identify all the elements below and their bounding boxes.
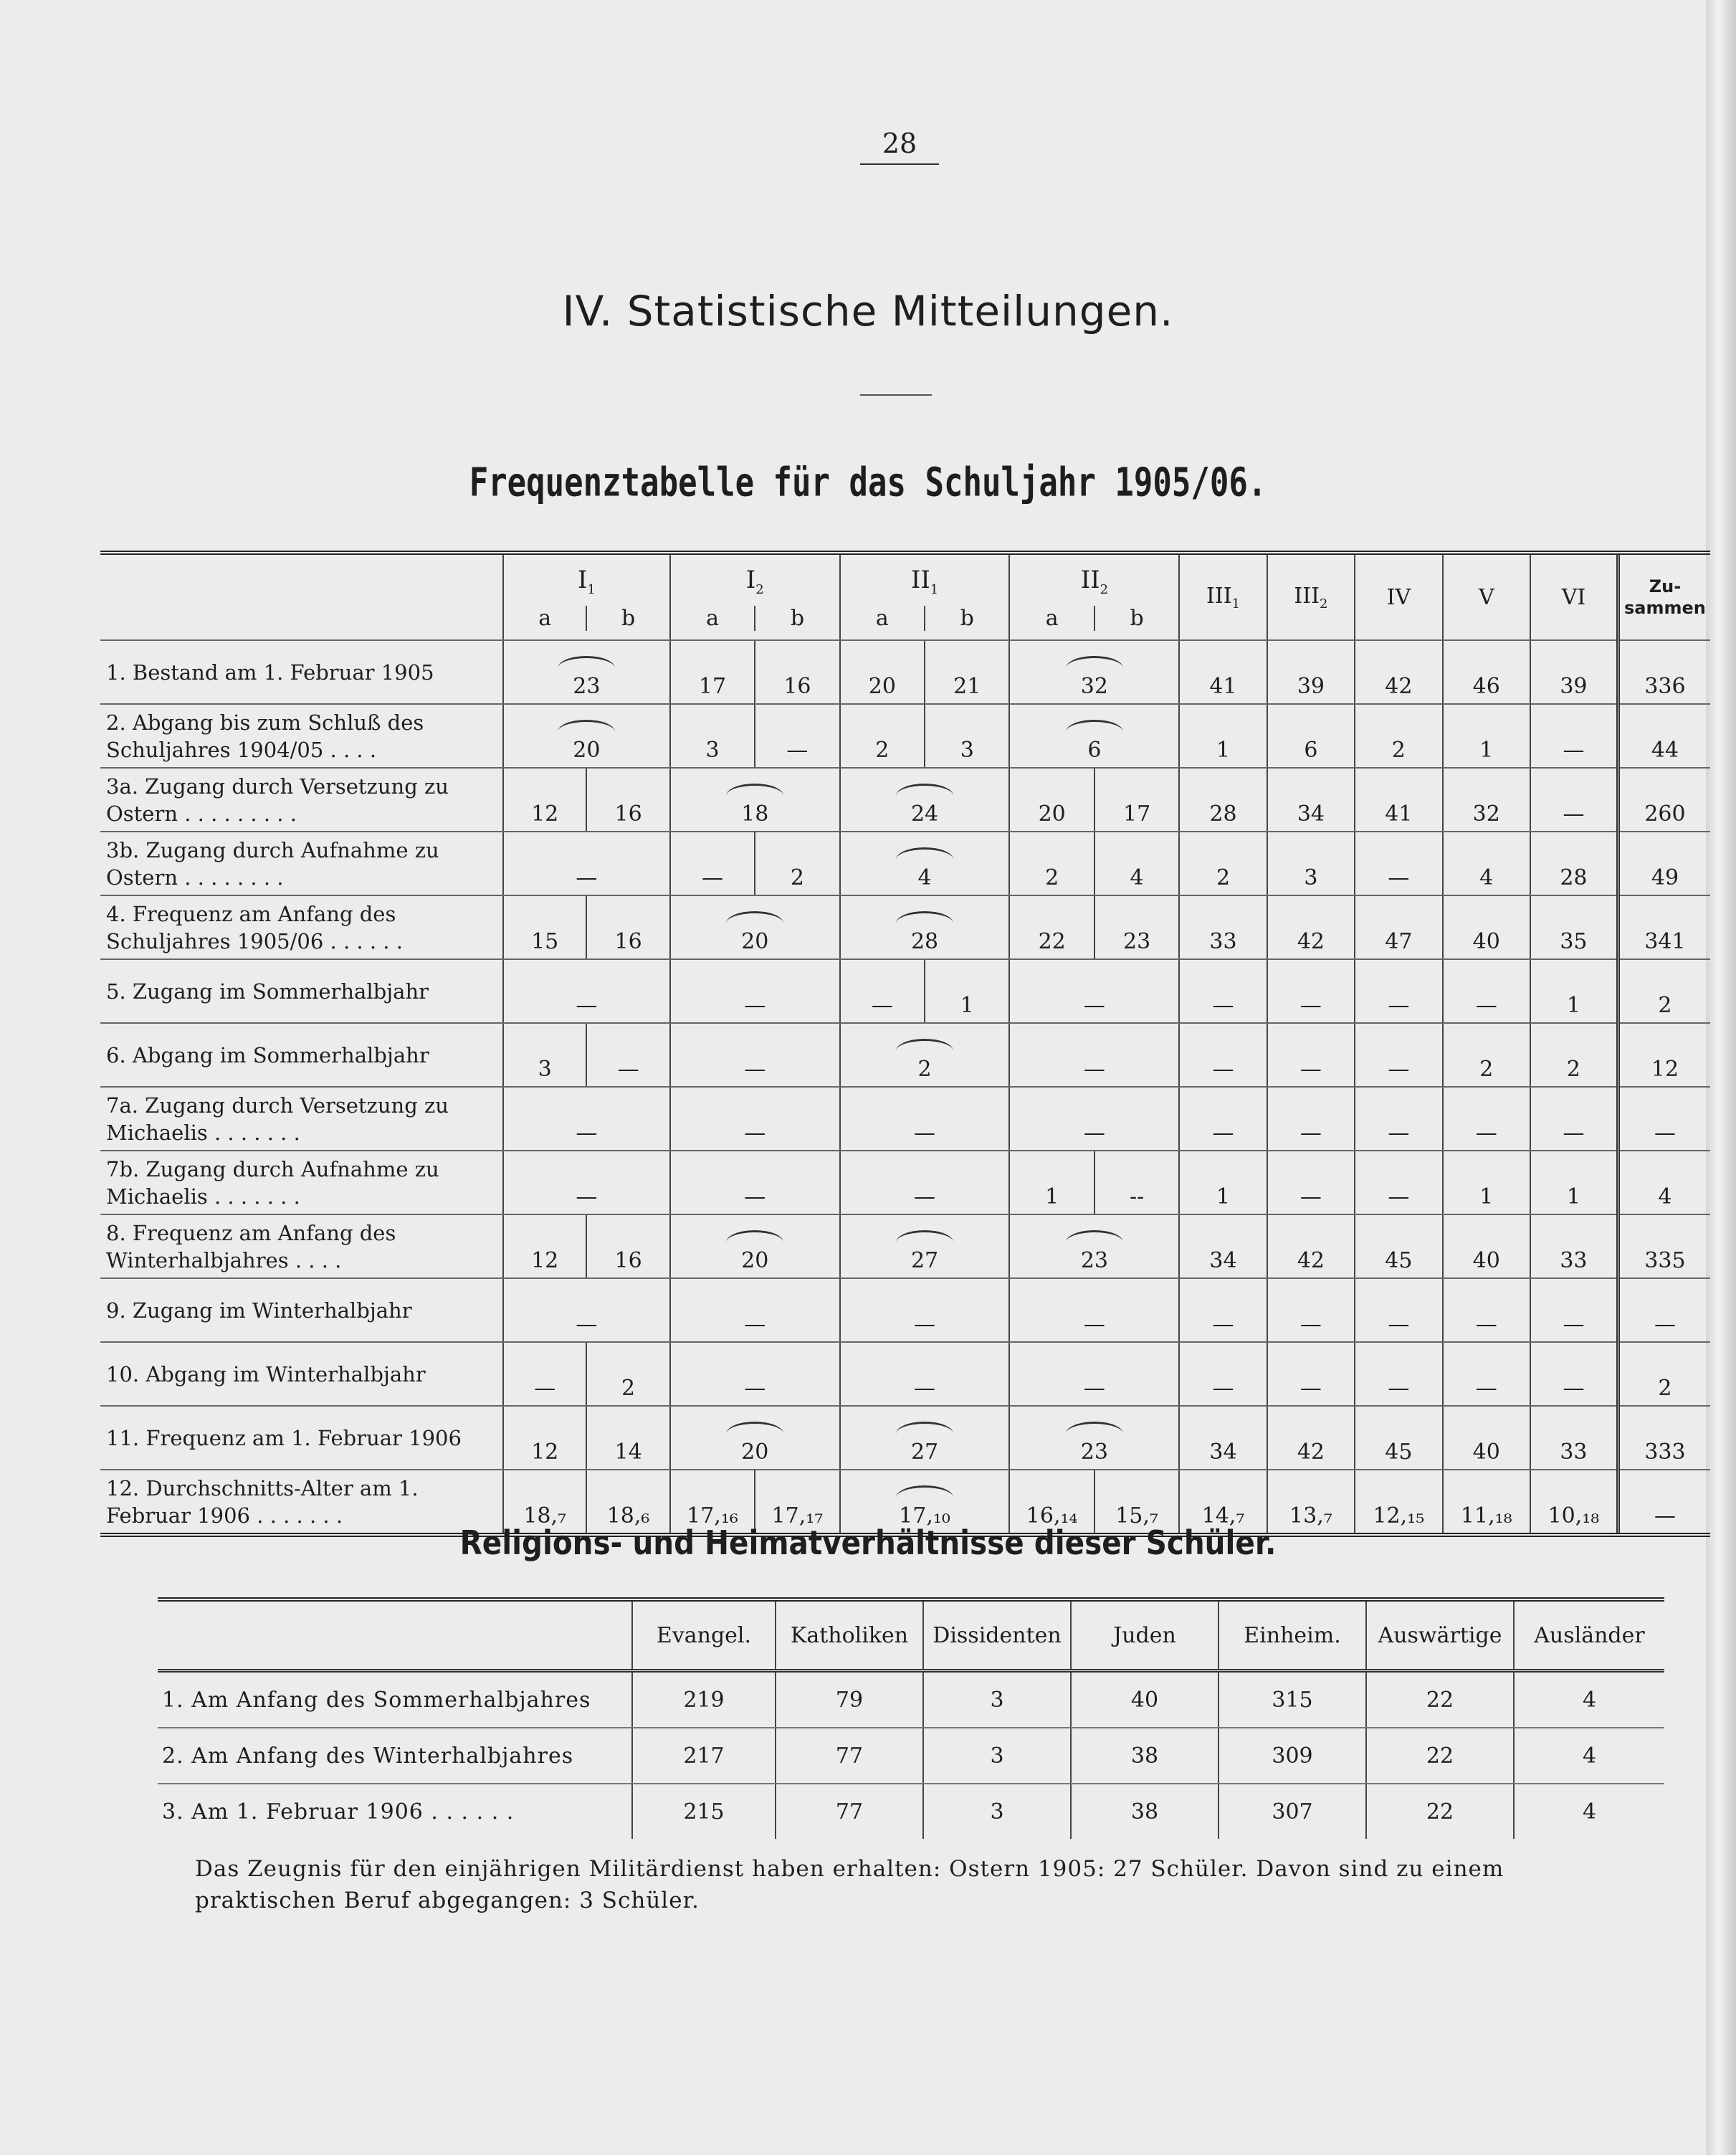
cell-total: 12 (1618, 1023, 1710, 1087)
cell: 12 (503, 768, 586, 832)
cell-total: 4 (1618, 1151, 1710, 1214)
brace (896, 847, 953, 860)
cell: 2 (840, 1023, 1010, 1087)
cell-total: 2 (1618, 1342, 1710, 1406)
cell: — (503, 1342, 586, 1406)
cell: 20 (670, 1406, 840, 1470)
brace (896, 784, 953, 796)
brace (558, 656, 615, 668)
cell: 22 (1009, 895, 1094, 959)
brace (558, 720, 615, 732)
cell: 2 (586, 1342, 669, 1406)
cell: 2 (755, 832, 839, 895)
cell: 15 (503, 895, 586, 959)
cell: 77 (776, 1784, 923, 1839)
cell: 45 (1355, 1406, 1442, 1470)
cell: 217 (632, 1728, 776, 1784)
cell: — (1267, 1023, 1355, 1087)
row-label: 7b. Zugang durch Aufnahme zu Michaelis . . . . . . . (100, 1151, 503, 1214)
col-header: Evangel. (632, 1599, 776, 1671)
cell: 41 (1179, 640, 1267, 704)
cell: 12,₁₅ (1355, 1470, 1442, 1535)
cell: 20 (503, 704, 670, 768)
cell-total: 341 (1618, 895, 1710, 959)
page-number: 28 (860, 128, 939, 165)
table-row (100, 704, 1710, 768)
cell: 32 (1443, 768, 1530, 832)
cell: — (840, 1087, 1010, 1151)
cell: — (1009, 1023, 1179, 1087)
brace (896, 1422, 953, 1434)
brace (1066, 656, 1123, 668)
table-row (100, 895, 1710, 959)
cell: 219 (632, 1671, 776, 1728)
cell: 27 (840, 1406, 1010, 1470)
cell: 33 (1530, 1406, 1618, 1470)
cell: 4 (1514, 1784, 1664, 1839)
cell: 17,₁₆ (670, 1470, 755, 1535)
cell: 20 (840, 640, 925, 704)
cell: 16 (586, 895, 669, 959)
cell: 28 (1179, 768, 1267, 832)
cell: — (670, 832, 755, 895)
cell: 39 (1530, 640, 1618, 704)
cell: — (840, 1278, 1010, 1342)
cell: 1 (1530, 1151, 1618, 1214)
table-row (100, 1214, 1710, 1278)
table-row (100, 959, 1710, 1023)
brace (1066, 1230, 1123, 1242)
cell: 3 (503, 1023, 586, 1087)
table-row (100, 1023, 1710, 1087)
cell: — (670, 1087, 840, 1151)
cell: 17,₁₇ (755, 1470, 839, 1535)
cell: — (1179, 1342, 1267, 1406)
cell: — (1009, 1278, 1179, 1342)
cell: 40 (1071, 1671, 1218, 1728)
col-header-II2: $II_2$ a b (1009, 553, 1179, 640)
cell: 17,₁₀ (840, 1470, 1010, 1535)
brace (726, 1230, 783, 1242)
frequency-table (100, 551, 1710, 1537)
cell: 3 (925, 704, 1009, 768)
cell: 20 (670, 1214, 840, 1278)
cell: 77 (776, 1728, 923, 1784)
cell: — (1443, 1278, 1530, 1342)
cell: 16,₁₄ (1009, 1470, 1094, 1535)
cell: 38 (1071, 1728, 1218, 1784)
cell: 6 (1267, 704, 1355, 768)
header-row (100, 553, 1710, 640)
cell-total: — (1618, 1278, 1710, 1342)
cell-total: — (1618, 1470, 1710, 1535)
cell: — (1530, 1278, 1618, 1342)
cell: 34 (1179, 1406, 1267, 1470)
cell: — (1267, 1151, 1355, 1214)
cell: — (1355, 1278, 1442, 1342)
table-row (100, 1087, 1710, 1151)
cell: 1 (1009, 1151, 1094, 1214)
brace (896, 911, 953, 923)
cell: — (1355, 1151, 1442, 1214)
col-header-total: Zu- sammen (1618, 553, 1710, 640)
table-row (158, 1784, 1664, 1839)
cell: 309 (1218, 1728, 1366, 1784)
cell: 39 (1267, 640, 1355, 704)
cell: — (1530, 704, 1618, 768)
cell: — (503, 1278, 670, 1342)
cell: — (755, 704, 839, 768)
cell: — (1267, 1087, 1355, 1151)
cell: — (1530, 1342, 1618, 1406)
cell: 27 (840, 1214, 1010, 1278)
table-row (100, 1278, 1710, 1342)
cell: — (1355, 832, 1442, 895)
cell: — (670, 959, 840, 1023)
cell: 23 (1009, 1406, 1179, 1470)
cell: 2 (1009, 832, 1094, 895)
cell-total: 2 (1618, 959, 1710, 1023)
cell: 4 (1443, 832, 1530, 895)
cell: — (670, 1023, 840, 1087)
cell: 215 (632, 1784, 776, 1839)
cell-total: — (1618, 1087, 1710, 1151)
cell: 4 (1514, 1728, 1664, 1784)
frequency-table-title: Frequenztabelle für das Schuljahr 1905/06. (469, 460, 1267, 506)
cell: — (1179, 1278, 1267, 1342)
brace (896, 1485, 953, 1498)
cell: -- (1094, 1151, 1179, 1214)
cell: 2 (840, 704, 925, 768)
table-row (158, 1671, 1664, 1728)
cell: 2 (1443, 1023, 1530, 1087)
header-corner (100, 553, 503, 640)
cell: — (1009, 1087, 1179, 1151)
col-header: Auswärtige (1366, 1599, 1514, 1671)
cell: 35 (1530, 895, 1618, 959)
cell: 4 (1514, 1671, 1664, 1728)
cell: 12 (503, 1214, 586, 1278)
cell: 3 (923, 1728, 1071, 1784)
religion-table-title: Religions- und Heimatverhältnisse dieser Schüler. (459, 1523, 1277, 1562)
cell: 28 (1530, 832, 1618, 895)
row-label: 10. Abgang im Winterhalbjahr (100, 1342, 503, 1406)
table-row (100, 1151, 1710, 1214)
cell: 2 (1530, 1023, 1618, 1087)
cell: 2 (1179, 832, 1267, 895)
cell: 14,₇ (1179, 1470, 1267, 1535)
cell: — (1443, 959, 1530, 1023)
cell: 3 (1267, 832, 1355, 895)
cell: — (670, 1342, 840, 1406)
cell: 21 (925, 640, 1009, 704)
brace (896, 1039, 953, 1051)
cell: — (840, 1342, 1010, 1406)
cell: 1 (1179, 1151, 1267, 1214)
row-label: 6. Abgang im Sommerhalbjahr (100, 1023, 503, 1087)
cell: 33 (1530, 1214, 1618, 1278)
row-label: 2. Abgang bis zum Schluß des Schuljahres 1904/05 . . . . (100, 704, 503, 768)
cell: — (840, 1151, 1010, 1214)
row-label: 8. Frequenz am Anfang des Winterhalbjahres . . . . (100, 1214, 503, 1278)
cell: 3 (923, 1784, 1071, 1839)
cell: 1 (1443, 1151, 1530, 1214)
col-header-VI: VI (1530, 553, 1618, 640)
cell: 2 (1355, 704, 1442, 768)
cell: 12 (503, 1406, 586, 1470)
cell: 16 (586, 768, 669, 832)
table-row (100, 832, 1710, 895)
cell: 3 (670, 704, 755, 768)
col-header: Einheim. (1218, 1599, 1366, 1671)
cell: 18,₆ (586, 1470, 669, 1535)
cell: — (503, 1151, 670, 1214)
cell: 3 (923, 1671, 1071, 1728)
cell: 6 (1009, 704, 1179, 768)
cell: 23 (503, 640, 670, 704)
cell: 47 (1355, 895, 1442, 959)
cell: — (1267, 959, 1355, 1023)
cell: — (1179, 959, 1267, 1023)
cell: 1 (925, 959, 1009, 1023)
cell: 22 (1366, 1728, 1514, 1784)
cell: 45 (1355, 1214, 1442, 1278)
cell-total: 44 (1618, 704, 1710, 768)
row-label: 4. Frequenz am Anfang des Schuljahres 1905/06 . . . . . . (100, 895, 503, 959)
cell: 4 (840, 832, 1010, 895)
brace (1066, 720, 1123, 732)
cell: — (670, 1151, 840, 1214)
row-label: 3b. Zugang durch Aufnahme zu Ostern . . . . . . . . (100, 832, 503, 895)
cell: 38 (1071, 1784, 1218, 1839)
cell: — (1179, 1023, 1267, 1087)
row-label: 11. Frequenz am 1. Februar 1906 (100, 1406, 503, 1470)
cell: — (503, 959, 670, 1023)
footnote-paragraph: Das Zeugnis für den einjährigen Militärdienst haben erhalten: Ostern 1905: 27 Schüler. Davon sind zu einem praktischen Beruf abgegangen: 3 Schüler. (195, 1856, 1504, 1913)
cell: 17 (670, 640, 755, 704)
cell: — (840, 959, 925, 1023)
col-header-III1: $III_1$ (1179, 553, 1267, 640)
col-header-I1: $I_1$ a b (503, 553, 670, 640)
brace (726, 784, 783, 796)
row-label: 2. Am Anfang des Winterhalbjahres (158, 1728, 632, 1784)
header-corner (158, 1599, 632, 1671)
table-row (158, 1728, 1664, 1784)
row-label: 9. Zugang im Winterhalbjahr (100, 1278, 503, 1342)
col-header-II1: $II_1$ a b (840, 553, 1010, 640)
col-header-I2: $I_2$ a b (670, 553, 840, 640)
cell: 18 (670, 768, 840, 832)
cell: 1 (1530, 959, 1618, 1023)
row-label: 1. Am Anfang des Sommerhalbjahres (158, 1671, 632, 1728)
cell: 10,₁₈ (1530, 1470, 1618, 1535)
row-label: 7a. Zugang durch Versetzung zu Michaelis . . . . . . . (100, 1087, 503, 1151)
cell: 40 (1443, 895, 1530, 959)
row-label: 3. Am 1. Februar 1906 . . . . . . (158, 1784, 632, 1839)
cell: 1 (1443, 704, 1530, 768)
cell: 17 (1094, 768, 1179, 832)
cell-total: 333 (1618, 1406, 1710, 1470)
cell: 20 (670, 895, 840, 959)
cell-total: 49 (1618, 832, 1710, 895)
col-header: Juden (1071, 1599, 1218, 1671)
cell: 24 (840, 768, 1010, 832)
cell: 33 (1179, 895, 1267, 959)
cell: 16 (586, 1214, 669, 1278)
cell: — (1355, 1087, 1442, 1151)
section-title: IV. Statistische Mitteilungen. (562, 287, 1174, 336)
religion-table (158, 1597, 1664, 1839)
cell: — (1530, 1087, 1618, 1151)
brace (1066, 1422, 1123, 1434)
cell: 18,₇ (503, 1470, 586, 1535)
cell: — (503, 1087, 670, 1151)
col-header-IV: IV (1355, 553, 1442, 640)
cell: 79 (776, 1671, 923, 1728)
cell: 42 (1355, 640, 1442, 704)
col-header: Katholiken (776, 1599, 923, 1671)
cell: — (1443, 1087, 1530, 1151)
cell: 1 (1179, 704, 1267, 768)
cell: — (670, 1278, 840, 1342)
cell: 32 (1009, 640, 1179, 704)
cell: 40 (1443, 1214, 1530, 1278)
cell: 46 (1443, 640, 1530, 704)
cell: — (1355, 1342, 1442, 1406)
cell: — (1355, 1023, 1442, 1087)
cell: 4 (1094, 832, 1179, 895)
cell: 14 (586, 1406, 669, 1470)
brace (726, 1422, 783, 1434)
brace (726, 911, 783, 923)
cell: 13,₇ (1267, 1470, 1355, 1535)
cell-total: 260 (1618, 768, 1710, 832)
cell: — (1009, 1342, 1179, 1406)
cell-total: 336 (1618, 640, 1710, 704)
cell: 40 (1443, 1406, 1530, 1470)
table-row (100, 640, 1710, 704)
cell: 11,₁₈ (1443, 1470, 1530, 1535)
row-label: 12. Durchschnitts-Alter am 1. Februar 1906 . . . . . . . (100, 1470, 503, 1535)
row-label: 1. Bestand am 1. Februar 1905 (100, 640, 503, 704)
col-header-III2: $III_2$ (1267, 553, 1355, 640)
col-header-V: V (1443, 553, 1530, 640)
col-header: Ausländer (1514, 1599, 1664, 1671)
cell: 20 (1009, 768, 1094, 832)
cell: 22 (1366, 1671, 1514, 1728)
row-label: 3a. Zugang durch Versetzung zu Ostern . . . . . . . . . (100, 768, 503, 832)
cell: — (1530, 768, 1618, 832)
table-row (100, 1342, 1710, 1406)
cell: 23 (1094, 895, 1179, 959)
cell: 41 (1355, 768, 1442, 832)
cell: 28 (840, 895, 1010, 959)
cell: 22 (1366, 1784, 1514, 1839)
cell-total: 335 (1618, 1214, 1710, 1278)
divider (860, 394, 932, 396)
row-label: 5. Zugang im Sommerhalbjahr (100, 959, 503, 1023)
col-header: Dissidenten (923, 1599, 1071, 1671)
cell: — (1355, 959, 1442, 1023)
cell: 42 (1267, 895, 1355, 959)
cell: — (1267, 1278, 1355, 1342)
cell: 307 (1218, 1784, 1366, 1839)
cell: — (1009, 959, 1179, 1023)
cell: 42 (1267, 1406, 1355, 1470)
cell: — (1443, 1342, 1530, 1406)
cell: — (586, 1023, 669, 1087)
cell: 15,₇ (1094, 1470, 1179, 1535)
cell: — (1179, 1087, 1267, 1151)
header-row (158, 1599, 1664, 1671)
cell: 34 (1267, 768, 1355, 832)
cell: 42 (1267, 1214, 1355, 1278)
cell: 16 (755, 640, 839, 704)
brace (896, 1230, 953, 1242)
table-row (100, 768, 1710, 832)
cell: 315 (1218, 1671, 1366, 1728)
cell: — (503, 832, 670, 895)
cell: 23 (1009, 1214, 1179, 1278)
cell: 34 (1179, 1214, 1267, 1278)
cell: — (1267, 1342, 1355, 1406)
table-row (100, 1406, 1710, 1470)
